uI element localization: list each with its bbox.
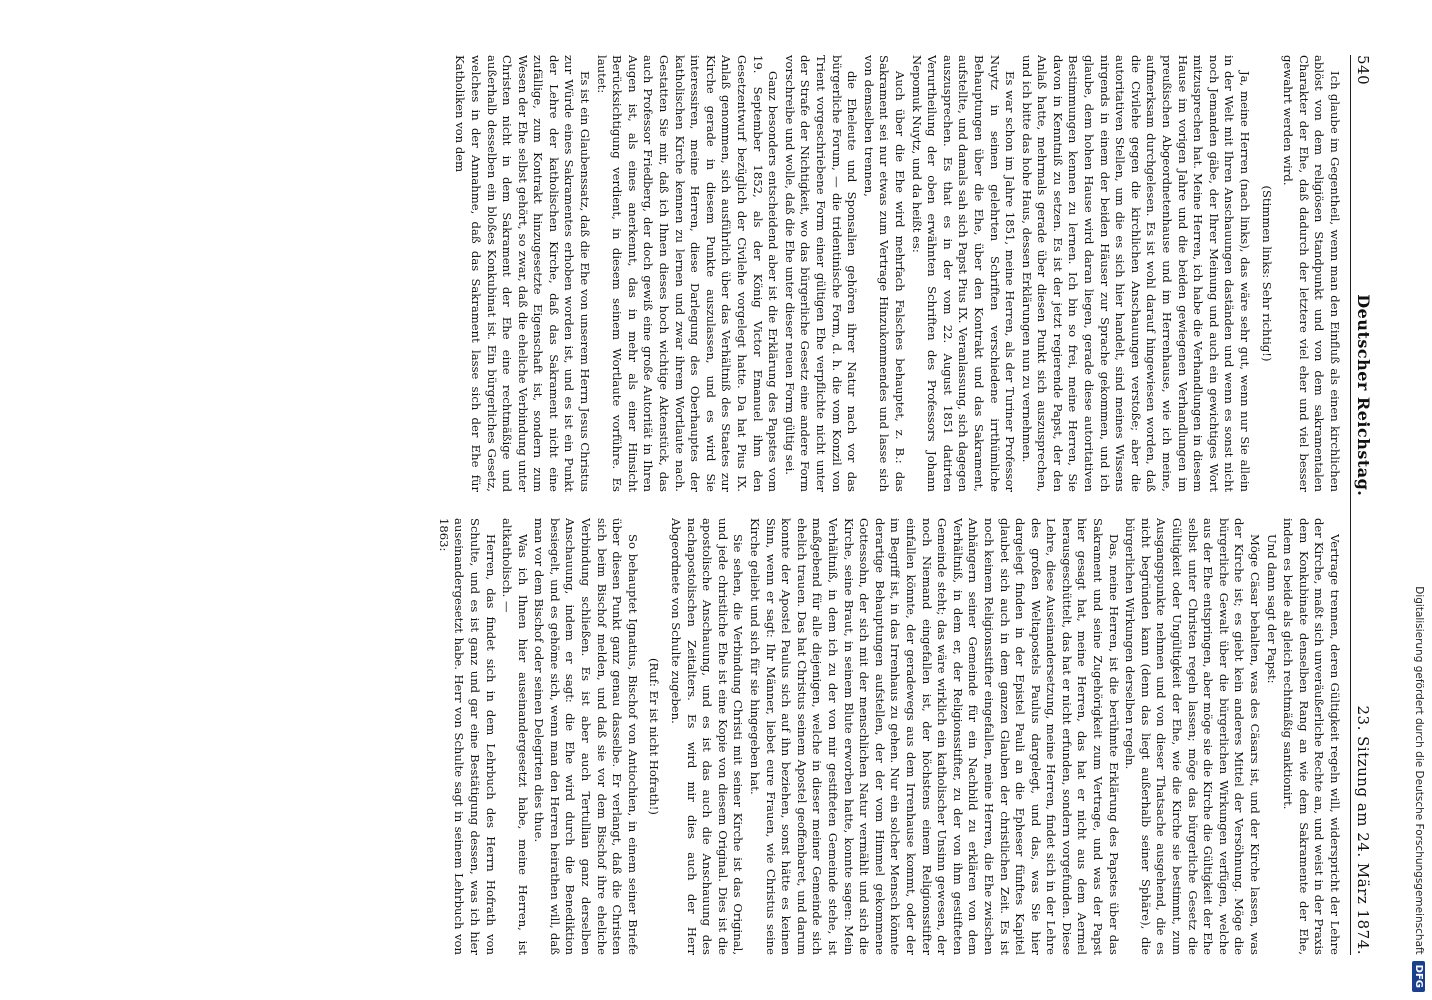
- paragraph: (Stimmen links: Sehr richtig!): [1259, 185, 1274, 362]
- paragraph: Auch über die Ehe wird mehrfach Falsches behauptet, z. B.: das Sakrament sei nur etwas zum Vertrage Hinzukommendes und lasse sich von demselben trennen,: [861, 55, 907, 492]
- digitization-credit: [1406, 0, 1432, 1000]
- credit-text: Digitalisierung gefördert durch die Deutsche Forschungsgemeinschaft: [1413, 586, 1425, 955]
- paragraph: die Eheleute und Sponsalien gehören ihrer Natur nach vor das bürgerliche Forum, — die tridentinische Form, d. h. die vom Konzil von Trient vorgeschriebene Form einer gültigen Ehe verpflichte nicht unter der Strafe der Nichtigkeit, wo das bürgerliche Gesetz eine andere Form vorschreibe und wolle, daß die Ehe unter dieser neuen Form gültig sei.: [782, 55, 860, 492]
- publication-title: Deutscher Reichstag.: [1354, 294, 1373, 497]
- paragraph: (Ruf: Er ist nicht Hofrath!): [647, 658, 662, 815]
- paragraph: Das, meine Herren, ist die berühmte Erklärung des Papstes über das Sakrament und seine Zugehörigkeit zum Vertrage, und was der Papst hier gesagt hat, meine Herren, das hat er nicht aus dem Aermel herausgeschüttelt, das hat er nicht erfunden, sondern vorgefunden. Diese Lehre, diese Auseinandersetzung, meine Herren, findet sich in der Lehre des großen Weltapostels Paulus dargelegt, und das, was Sie hier dargelegt finden in der Epistel Pauli an die Epheser fünftes Kapitel glaubet sich auch in dem ganzen Glauben der christlichen Zeit. Es ist noch keinem Religionsstifter eingefallen, meine Herren, die Ehe zwischen Anhängern seiner Gemeinde für ein Nachbild zu erklären von dem Verhältniß, in dem er, der Religionsstifter, zu der von ihm gestifteten Gemeinde steht; das wäre wirklich ein katholischer Unsinn gewesen, der noch Niemand eingefallen ist, der höchstens einem Religionsstifter einfallen könnte, der geradewegs aus dem Irrenhause kommt, oder der im Begriff ist, in das Irrenhaus zu gehen. Nur ein solcher Mensch könnte derartige Behauptungen aufstellen, der der vom Himmel gekommene Gottessohn, der sich mit der menschlichen Natur vermählt und sich die Kirche, seine Braut, in seinem Blute erworben hatte, konnte sagen: Mein Verhältniß, in dem ich zu der von mir gestifteten Gemeinde stehe, ist maßgebend für alle diejenigen, welche in dieser meiner Gemeinde sich ehelich trauen. Das hat Christus seinem Apostel geoffenbaret, und darum konnte der Apostel Paulus sich auf ihn beziehen, sonst hätte es keinen Sinn, wenn er sagt: Ihr Männer, liebet eure Frauen, wie Christus seine Kirche geliebt und sich für sie hingegeben hat.: [748, 518, 1121, 955]
- text-column-left: [52, 55, 1342, 492]
- paragraph: Was ich Ihnen hier auseinandergesetzt habe, meine Herren, ist altkatholisch. —: [500, 518, 530, 955]
- running-head: [1350, 55, 1388, 955]
- paragraph: Und dann sagt der Papst:: [1264, 534, 1279, 684]
- dfg-logo: DFG: [1413, 961, 1426, 992]
- text-column-right: [52, 518, 1342, 955]
- paragraph: Es ist ein Glaubenssatz, daß die Ehe von unserem Herrn Jesus Christus zur Würde eines Sakramentes erhoben worden ist, und es ist ein Punkt der Lehre der katholischen Kirche, daß das Sakrament nicht eine zufällige, zum Kontrakt hinzugesetzte Eigenschaft ist, sondern zum Wesen der Ehe selbst gehört, so zwar, daß die eheliche Verbindung unter Christen nicht in dem Sakrament der Ehe eine rechtmäßige und außerhalb desselben ein bloßes Konkubinat ist. Ein bürgerliches Gesetz, welches in der Annahme, daß das Sakrament lasse sich der Ehe für Katholiken von dem: [453, 55, 593, 492]
- text-columns: [52, 55, 1342, 955]
- paragraph: Möge Cäsar behalten, was des Cäsars ist, und der Kirche lassen, was der Kirche ist; es giebt kein anderes Mittel der Versöhnung. Möge die bürgerliche Gewalt über die bürgerlichen Wirkungen verfügen, welche aus der Ehe entspringen, aber möge sie die Kirche die Gültigkeit der Ehe selbst unter Christen regeln lassen; möge das bürgerliche Gesetz die Gültigkeit oder Ungültigkeit der Ehe, wie die Kirche sie bestimmt, zum Ausgangspunkte nehmen und von dieser Thatsache ausgehend, die es nicht begründen kann (denn das liegt außerhalb seiner Sphäre), die bürgerlichen Wirkungen derselben regeln.: [1123, 518, 1263, 955]
- paragraph: Ich glaube im Gegentheil, wenn man den Einfluß als einen kirchlichen ablöst von dem religiösen Standpunkt und von dem sakramentalen Charakter der Ehe, daß dadurch der letztere viel eher und viel besser gewahrt werden wird.: [1281, 55, 1342, 492]
- paragraph: Es war schon im Jahre 1851, meine Herren, als der Turiner Professor Nuytz in seinen gelehrten Schriften verschiedene irrthümliche Behauptungen über die Ehe, über den Kontrakt und das Sakrament, aufstellte, und damals sah sich Papst Pius IX. Veranlassung, sich dagegen auszusprechen. Es that es in der vom 22. August 1851 datirten Verurtheilung der oben erwähnten Schriften des Professors Johann Nepomuk Nuytz, und da heißt es:: [909, 55, 1018, 492]
- paragraph: Herren, das findet sich in dem Lehrbuch des Herrn Hofrath von Schulte, und es ist ganz und gar eine Bestätigung dessen, was ich hier auseinandergesetzt habe. Herr von Schulte sagt in seinem Lehrbuch von 1863:: [436, 518, 498, 955]
- paragraph: Ja, meine Herren (nach links), das wäre sehr gut, wenn nur Sie allein in der Welt mit Ihren Anschauungen daständen und wenn es sonst nicht noch Jemanden gäbe, der Ihrer Meinung und auch ein gewichtiges Wort mitzusprechen hat. Meine Herren, ich habe die Verhandlungen in diesem Hause im vorigen Jahre und die beiden gewiegenen Verhandlungen im preußischen Abgeordnetenhause und im Herrenhause, wie ich meine, aufmerksam durchgelesen. Es ist wohl darauf hingewiesen worden, daß die Civilehe gegen die kirchlichen Anschauungen verstoße; aber die autoritativen Stellen, um die es sich hier handelt, sind meines Wissens nirgends in einem der beiden Häuser zur Sprache gekommen, und ich glaube, dem hohen Hause wird daran liegen, gerade diese autoritativen Bestimmungen kennen zu lernen. Ich bin so frei, meine Herren, Sie davon in Kenntniß zu setzen. Es ist der jetzt regierende Papst, der den Anlaß hatte, mehrmals gerade über diesen Punkt sich auszusprechen, und ich bitte das hohe Haus, dessen Erklärungen nun zu vernehmen.: [1019, 55, 1253, 492]
- page-number: 540: [1354, 55, 1372, 86]
- paragraph: Vertrage trennen, deren Gültigkeit regeln will, widerspricht der Lehre der Kirche, maßt sich unveräußerliche Rechte an, und weist in der Praxis dem Konkubinate denselben Rang an wie dem Sakramente der Ehe, indem es beide als gleich rechtmäßig sanktionirt.: [1281, 518, 1342, 955]
- session-label: 23. Sitzung am 24. März 1874.: [1354, 705, 1372, 955]
- paragraph: Ganz besonders entscheidend aber ist die Erklärung des Papstes vom 19. September 1852, als der König Victor Emanuel ihm den Gesetzentwurf bezüglich der Civilehe vorgelegt hatte. Da hat Pius IX. Anlaß genommen, sich ausführlich über das Verhältniß des Staates zur Kirche gerade in diesem Punkte auszulassen, und es wird Sie interessiren, meine Herren, diese Darlegung des Oberhauptes der katholischen Kirche kennen zu lernen und zwar ihrem Wortlaute nach. Gestatten Sie mir, daß ich Ihnen dieses hoch wichtige Aktenstück, das auch Professor Friedberg, der doch gewiß eine große Autorität in Ihren Augen ist, als eines anerkennt, das in mehr als einer Hinsicht Berücksichtigung verdient, in diesem seinem Wortlaute vorführe. Es lautet:: [594, 55, 781, 492]
- paragraph: So behauptet Ignatius, Bischof von Antiochien, in einem seiner Briefe über diesen Punkt ganz genau dasselbe. Er verlangt, daß die Christen sich beim Bischof melden, und daß sie vor dem Bischof ihre eheliche Verbindung schließen. Es ist aber auch Tertullian ganz derselben Anschauung, indem er sagt: die Ehe wird durch die Benediktion besiegelt, und es gehöme sich, wenn man den Herren heirathen will, daß man vor dem Bischof oder seinen Delegirten dies thue.: [532, 518, 640, 955]
- document-page: [40, 0, 1400, 1000]
- paragraph: Sie sehen, die Verbindung Christi mit seiner Kirche ist das Original, und jede christliche Ehe ist eine Kopie von diesem Original. Dies ist die apostolische Anschauung, und es ist das auch die Anschauung des nachapostolischen Zeitalters. Es wird mir dies auch der Herr Abgeordnete von Schulte zugeben.: [669, 518, 746, 955]
